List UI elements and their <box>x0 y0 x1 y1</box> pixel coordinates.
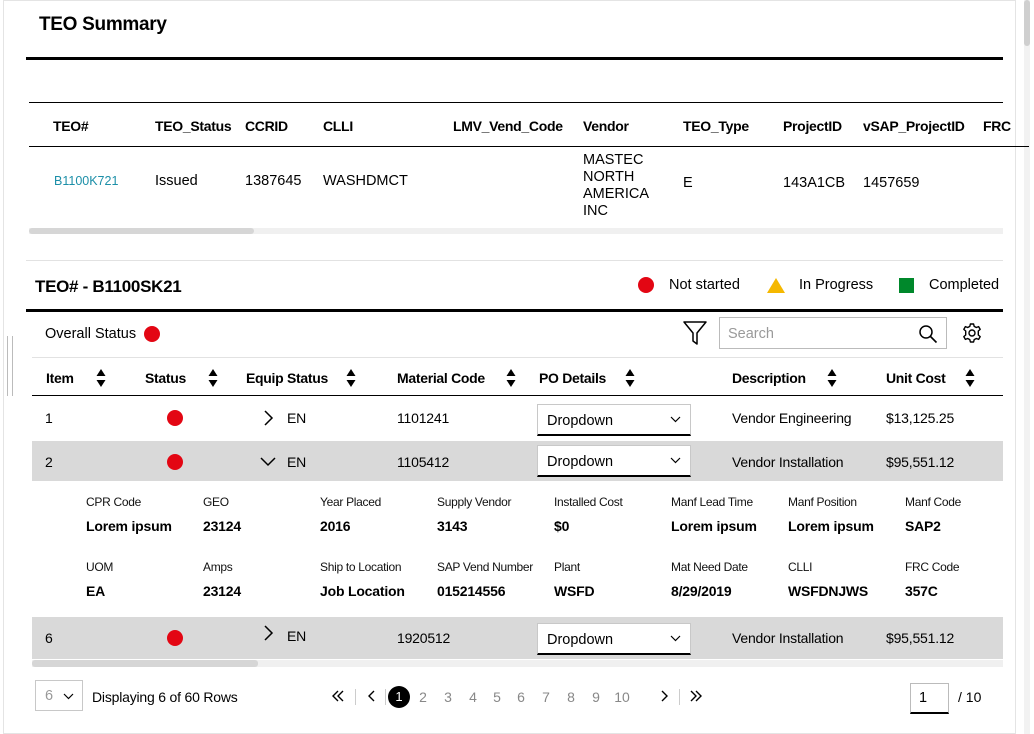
overall-status-label: Overall Status <box>45 326 137 342</box>
table-row[interactable] <box>32 441 1003 483</box>
page-2[interactable]: 2 <box>419 689 427 705</box>
filter-icon[interactable] <box>682 319 708 347</box>
page-9[interactable]: 9 <box>592 689 600 705</box>
unit-cost-cell: $95,551.12 <box>886 454 955 470</box>
chevron-down-icon <box>63 693 74 700</box>
completed-legend-icon <box>899 278 914 293</box>
total-pages-text: / 10 <box>958 689 982 705</box>
ship-to-location-label: Ship to Location <box>320 560 402 574</box>
page-10[interactable]: 10 <box>614 689 630 705</box>
chevron-right-icon[interactable] <box>260 625 276 641</box>
goto-page-input[interactable] <box>919 690 945 706</box>
vendor-cell-line: MASTEC <box>583 152 644 168</box>
col-unit-cost[interactable]: Unit Cost <box>886 370 946 386</box>
search-icon[interactable] <box>918 324 938 344</box>
equip-status-cell: EN <box>287 628 307 644</box>
unit-cost-cell: $95,551.12 <box>886 630 955 646</box>
teo-link[interactable]: B1100K721 <box>54 174 119 188</box>
material-code-cell: 1105412 <box>397 454 450 470</box>
equip-status-cell: EN <box>287 454 307 470</box>
detail-title: TEO# - B1100SK21 <box>35 277 182 296</box>
summary-horizontal-scrollbar[interactable] <box>29 228 1003 234</box>
search-box[interactable] <box>719 317 947 349</box>
pagination-divider <box>385 689 386 705</box>
manf-lead-time-value: Lorem ipsum <box>671 518 757 534</box>
ship-to-location-value: Job Location <box>320 583 405 599</box>
project-id-cell: 143A1CB <box>783 175 846 191</box>
clli-value: WSFDNJWS <box>788 583 869 599</box>
vertical-scrollbar-thumb[interactable] <box>1024 0 1030 46</box>
vendor-cell-line: INC <box>583 203 608 219</box>
col-description[interactable]: Description <box>732 370 806 386</box>
first-page-icon[interactable] <box>331 689 345 703</box>
geo-value: 23124 <box>203 518 241 534</box>
col-status[interactable]: Status <box>145 370 186 386</box>
last-page-icon[interactable] <box>689 689 703 703</box>
chevron-down-icon[interactable] <box>260 453 276 469</box>
supply-vendor-value: 3143 <box>437 518 468 534</box>
frc-code-label: FRC Code <box>905 560 960 574</box>
goto-page-box[interactable] <box>910 683 949 714</box>
table-row[interactable] <box>32 397 1003 439</box>
po-details-dropdown[interactable] <box>537 623 691 655</box>
next-page-icon[interactable] <box>657 689 671 703</box>
po-details-dropdown[interactable] <box>537 445 691 477</box>
sort-icon[interactable] <box>506 368 516 388</box>
item-cell: 1 <box>45 410 53 426</box>
legend-completed: Completed <box>929 277 1000 293</box>
teo-status-cell: Issued <box>155 173 198 189</box>
manf-position-label: Manf Position <box>788 495 857 509</box>
col-item[interactable]: Item <box>46 370 74 386</box>
dropdown-value: Dropdown <box>547 413 614 429</box>
clli-cell: WASHDMCT <box>323 173 408 189</box>
cpr-code-value: Lorem ipsum <box>86 518 172 534</box>
vendor-cell-line: NORTH <box>583 169 635 185</box>
vendor-cell-line: AMERICA <box>583 186 650 202</box>
material-code-cell: 1101241 <box>397 410 450 426</box>
not-started-legend-icon <box>638 277 654 293</box>
sap-vend-number-value: 015214556 <box>437 583 506 599</box>
table-horizontal-scrollbar[interactable] <box>32 660 1003 667</box>
col-material-code[interactable]: Material Code <box>397 370 485 386</box>
description-cell: Vendor Engineering <box>732 410 852 426</box>
mat-need-date-value: 8/29/2019 <box>671 583 732 599</box>
col-vsap-project-id[interactable]: vSAP_ProjectID <box>863 118 965 134</box>
summary-table-header <box>29 103 1029 147</box>
installed-cost-label: Installed Cost <box>554 495 623 509</box>
sap-vend-number-label: SAP Vend Number <box>437 560 534 574</box>
description-cell: Vendor Installation <box>732 630 844 646</box>
vsap-project-id-cell: 1457659 <box>863 175 920 191</box>
clli-label: CLLI <box>788 560 813 574</box>
item-cell: 6 <box>45 630 53 646</box>
teo-type-cell: E <box>683 175 693 191</box>
chevron-right-icon[interactable] <box>260 410 276 426</box>
installed-cost-value: $0 <box>554 518 570 534</box>
status-not-started-icon <box>167 630 183 646</box>
manf-code-label: Manf Code <box>905 495 961 509</box>
pagination-divider <box>355 689 356 705</box>
mat-need-date-label: Mat Need Date <box>671 560 748 574</box>
sort-icon[interactable] <box>827 368 837 388</box>
displaying-rows-text: Displaying 6 of 60 Rows <box>92 689 238 705</box>
legend-in-progress: In Progress <box>799 277 874 293</box>
col-ccrid[interactable]: CCRID <box>245 118 288 134</box>
col-frc[interactable]: FRC <box>983 118 1011 134</box>
col-lmv-vend-code[interactable]: LMV_Vend_Code <box>453 118 563 134</box>
uom-label: UOM <box>86 560 114 574</box>
summary-table <box>29 102 1011 227</box>
page-title: TEO Summary <box>39 14 167 35</box>
page-8[interactable]: 8 <box>567 689 575 705</box>
col-clli[interactable]: CLLI <box>323 118 353 134</box>
col-equip-status[interactable]: Equip Status <box>246 370 328 386</box>
chevron-down-icon <box>670 635 681 642</box>
detail-table-header <box>32 357 1003 396</box>
table-row[interactable] <box>32 617 1003 659</box>
equip-status-cell: EN <box>287 410 307 426</box>
gear-icon[interactable] <box>961 322 983 344</box>
manf-position-value: Lorem ipsum <box>788 518 874 534</box>
amps-value: 23124 <box>203 583 241 599</box>
col-vendor[interactable]: Vendor <box>583 118 629 134</box>
pagination-divider <box>679 689 680 705</box>
page-5[interactable]: 5 <box>493 689 501 705</box>
prev-page-icon[interactable] <box>365 689 379 703</box>
manf-code-value: SAP2 <box>905 518 941 534</box>
supply-vendor-label: Supply Vendor <box>437 495 512 509</box>
status-not-started-icon <box>167 454 183 470</box>
col-teo[interactable]: TEO# <box>53 118 89 134</box>
chevron-down-icon <box>670 416 681 423</box>
sort-icon[interactable] <box>965 368 975 388</box>
sort-icon[interactable] <box>96 368 106 388</box>
title-divider <box>26 57 1003 60</box>
page-4[interactable]: 4 <box>469 689 477 705</box>
sort-icon[interactable] <box>625 368 635 388</box>
uom-value: EA <box>86 583 106 599</box>
plant-label: Plant <box>554 560 580 574</box>
expanded-row-details <box>32 481 1003 617</box>
year-placed-label: Year Placed <box>320 495 381 509</box>
detail-divider <box>26 309 1003 312</box>
table-scrollbar-thumb[interactable] <box>32 660 258 667</box>
page-7[interactable]: 7 <box>542 689 550 705</box>
cpr-code-label: CPR Code <box>86 495 141 509</box>
search-input[interactable] <box>728 324 908 344</box>
geo-label: GEO <box>203 495 229 509</box>
page-1[interactable]: 1 <box>388 686 410 708</box>
col-project-id[interactable]: ProjectID <box>783 118 842 134</box>
resize-handle[interactable] <box>7 336 13 396</box>
amps-label: Amps <box>203 560 233 574</box>
plant-value: WSFD <box>554 583 595 599</box>
ccrid-cell: 1387645 <box>245 173 302 189</box>
legend-not-started: Not started <box>669 277 740 293</box>
col-teo-type[interactable]: TEO_Type <box>683 118 749 134</box>
section-divider <box>26 260 1003 261</box>
manf-lead-time-label: Manf Lead Time <box>671 495 753 509</box>
chevron-down-icon <box>670 457 681 464</box>
status-not-started-icon <box>167 410 183 426</box>
po-details-dropdown[interactable] <box>537 404 691 436</box>
overall-status-icon <box>144 326 160 342</box>
unit-cost-cell: $13,125.25 <box>886 410 955 426</box>
rows-per-page-select[interactable] <box>35 680 83 711</box>
col-teo-status[interactable]: TEO_Status <box>155 118 232 134</box>
page-6[interactable]: 6 <box>517 689 525 705</box>
col-po-details[interactable]: PO Details <box>539 370 607 386</box>
dropdown-value: Dropdown <box>547 454 614 470</box>
sort-icon[interactable] <box>346 368 356 388</box>
material-code-cell: 1920512 <box>397 630 451 646</box>
rows-per-page-value: 6 <box>45 688 54 704</box>
in-progress-legend-icon <box>767 278 785 293</box>
dropdown-value: Dropdown <box>547 632 614 648</box>
summary-scrollbar-thumb[interactable] <box>29 228 254 234</box>
item-cell: 2 <box>45 454 53 470</box>
description-cell: Vendor Installation <box>732 454 844 470</box>
frc-code-value: 357C <box>905 583 938 599</box>
page-3[interactable]: 3 <box>444 689 452 705</box>
year-placed-value: 2016 <box>320 518 351 534</box>
sort-icon[interactable] <box>208 368 218 388</box>
